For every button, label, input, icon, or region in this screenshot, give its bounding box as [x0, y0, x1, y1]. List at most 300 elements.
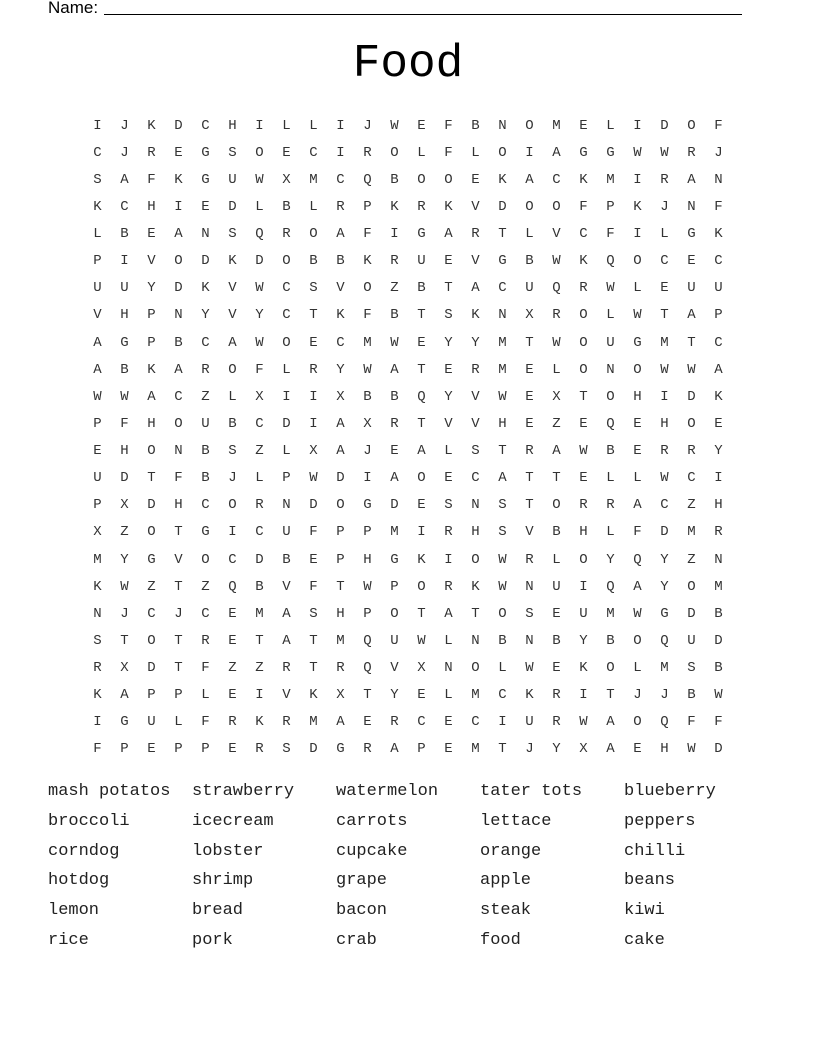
grid-letter[interactable]: R	[363, 144, 372, 161]
grid-letter[interactable]: D	[714, 632, 723, 649]
grid-letter[interactable]: X	[336, 687, 345, 704]
grid-letter[interactable]: L	[93, 226, 102, 243]
grid-letter[interactable]: W	[309, 470, 318, 487]
grid-letter[interactable]: E	[228, 741, 237, 758]
grid-letter[interactable]: T	[579, 388, 588, 405]
grid-letter[interactable]: R	[417, 198, 426, 215]
grid-letter[interactable]: F	[309, 524, 318, 541]
grid-letter[interactable]: A	[390, 470, 399, 487]
grid-letter[interactable]: H	[228, 117, 237, 134]
grid-letter[interactable]: W	[498, 578, 507, 595]
grid-letter[interactable]: A	[282, 632, 291, 649]
grid-letter[interactable]: R	[255, 497, 264, 514]
grid-letter[interactable]: O	[282, 253, 291, 270]
grid-letter[interactable]: E	[552, 660, 561, 677]
grid-letter[interactable]: J	[525, 741, 534, 758]
grid-letter[interactable]: N	[687, 198, 696, 215]
grid-letter[interactable]: O	[201, 551, 210, 568]
grid-letter[interactable]: R	[93, 660, 102, 677]
grid-letter[interactable]: V	[471, 198, 480, 215]
grid-letter[interactable]: O	[579, 361, 588, 378]
grid-letter[interactable]: B	[714, 660, 723, 677]
grid-letter[interactable]: R	[363, 741, 372, 758]
grid-letter[interactable]: W	[687, 361, 696, 378]
grid-letter[interactable]: K	[174, 171, 183, 188]
grid-letter[interactable]: S	[228, 144, 237, 161]
grid-letter[interactable]: T	[417, 307, 426, 324]
grid-letter[interactable]: K	[93, 198, 102, 215]
grid-letter[interactable]: Z	[201, 388, 210, 405]
grid-letter[interactable]: Z	[687, 551, 696, 568]
grid-letter[interactable]: R	[687, 443, 696, 460]
grid-letter[interactable]: Q	[606, 253, 615, 270]
grid-letter[interactable]: S	[93, 632, 102, 649]
grid-letter[interactable]: B	[390, 307, 399, 324]
grid-letter[interactable]: L	[606, 524, 615, 541]
grid-letter[interactable]: O	[498, 605, 507, 622]
grid-letter[interactable]: P	[363, 198, 372, 215]
grid-letter[interactable]: J	[714, 144, 723, 161]
grid-letter[interactable]: T	[687, 334, 696, 351]
grid-letter[interactable]: W	[633, 144, 642, 161]
grid-letter[interactable]: N	[93, 605, 102, 622]
grid-letter[interactable]: C	[228, 551, 237, 568]
grid-letter[interactable]: D	[255, 253, 264, 270]
grid-letter[interactable]: O	[606, 388, 615, 405]
grid-letter[interactable]: E	[579, 470, 588, 487]
grid-letter[interactable]: E	[363, 714, 372, 731]
grid-letter[interactable]: J	[660, 687, 669, 704]
grid-letter[interactable]: E	[417, 117, 426, 134]
grid-letter[interactable]: E	[147, 226, 156, 243]
grid-letter[interactable]: L	[606, 307, 615, 324]
grid-letter[interactable]: B	[309, 253, 318, 270]
grid-letter[interactable]: A	[390, 361, 399, 378]
grid-letter[interactable]: I	[714, 470, 723, 487]
grid-letter[interactable]: H	[147, 198, 156, 215]
grid-letter[interactable]: Q	[633, 551, 642, 568]
grid-letter[interactable]: D	[660, 117, 669, 134]
grid-letter[interactable]: R	[714, 524, 723, 541]
grid-letter[interactable]: T	[471, 605, 480, 622]
grid-letter[interactable]: G	[201, 144, 210, 161]
grid-letter[interactable]: R	[660, 171, 669, 188]
grid-letter[interactable]: D	[498, 198, 507, 215]
grid-letter[interactable]: M	[687, 524, 696, 541]
grid-letter[interactable]: L	[282, 117, 291, 134]
grid-letter[interactable]: R	[228, 714, 237, 731]
grid-letter[interactable]: W	[714, 687, 723, 704]
grid-letter[interactable]: O	[579, 334, 588, 351]
grid-letter[interactable]: W	[660, 144, 669, 161]
grid-letter[interactable]: H	[120, 443, 129, 460]
grid-letter[interactable]: B	[174, 334, 183, 351]
grid-letter[interactable]: X	[93, 524, 102, 541]
grid-letter[interactable]: L	[417, 144, 426, 161]
grid-letter[interactable]: O	[579, 307, 588, 324]
grid-letter[interactable]: D	[201, 253, 210, 270]
grid-letter[interactable]: M	[714, 578, 723, 595]
grid-letter[interactable]: U	[579, 605, 588, 622]
grid-letter[interactable]: W	[120, 388, 129, 405]
grid-letter[interactable]: Y	[471, 334, 480, 351]
grid-letter[interactable]: O	[633, 361, 642, 378]
grid-letter[interactable]: W	[390, 334, 399, 351]
grid-letter[interactable]: L	[525, 226, 534, 243]
grid-letter[interactable]: O	[687, 415, 696, 432]
grid-letter[interactable]: O	[633, 253, 642, 270]
grid-letter[interactable]: I	[633, 171, 642, 188]
grid-letter[interactable]: K	[390, 198, 399, 215]
grid-letter[interactable]: H	[363, 551, 372, 568]
grid-letter[interactable]: O	[552, 497, 561, 514]
grid-letter[interactable]: M	[660, 334, 669, 351]
grid-letter[interactable]: A	[93, 334, 102, 351]
grid-letter[interactable]: K	[471, 578, 480, 595]
grid-letter[interactable]: K	[147, 361, 156, 378]
grid-letter[interactable]: T	[660, 307, 669, 324]
grid-letter[interactable]: A	[147, 388, 156, 405]
grid-letter[interactable]: V	[174, 551, 183, 568]
grid-letter[interactable]: T	[336, 578, 345, 595]
grid-letter[interactable]: V	[336, 280, 345, 297]
grid-letter[interactable]: D	[147, 497, 156, 514]
grid-letter[interactable]: P	[390, 578, 399, 595]
grid-letter[interactable]: S	[471, 443, 480, 460]
grid-letter[interactable]: Y	[579, 632, 588, 649]
grid-letter[interactable]: I	[633, 117, 642, 134]
grid-letter[interactable]: T	[363, 687, 372, 704]
grid-letter[interactable]: X	[255, 388, 264, 405]
grid-letter[interactable]: E	[228, 687, 237, 704]
grid-letter[interactable]: W	[660, 470, 669, 487]
grid-letter[interactable]: G	[201, 171, 210, 188]
grid-letter[interactable]: G	[336, 741, 345, 758]
grid-letter[interactable]: I	[336, 144, 345, 161]
grid-letter[interactable]: K	[471, 307, 480, 324]
grid-letter[interactable]: Q	[606, 415, 615, 432]
grid-letter[interactable]: H	[336, 605, 345, 622]
grid-letter[interactable]: I	[309, 415, 318, 432]
grid-letter[interactable]: Y	[120, 551, 129, 568]
grid-letter[interactable]: Q	[363, 632, 372, 649]
grid-letter[interactable]: U	[282, 524, 291, 541]
grid-letter[interactable]: T	[174, 660, 183, 677]
grid-letter[interactable]: T	[309, 660, 318, 677]
grid-letter[interactable]: A	[498, 470, 507, 487]
grid-letter[interactable]: E	[444, 714, 453, 731]
grid-letter[interactable]: A	[633, 497, 642, 514]
grid-letter[interactable]: M	[309, 714, 318, 731]
grid-letter[interactable]: T	[552, 470, 561, 487]
grid-letter[interactable]: K	[525, 687, 534, 704]
grid-letter[interactable]: R	[552, 307, 561, 324]
grid-letter[interactable]: F	[174, 470, 183, 487]
grid-letter[interactable]: W	[255, 280, 264, 297]
grid-letter[interactable]: O	[525, 117, 534, 134]
grid-letter[interactable]: K	[417, 551, 426, 568]
grid-letter[interactable]: G	[120, 334, 129, 351]
grid-letter[interactable]: O	[606, 660, 615, 677]
grid-letter[interactable]: P	[147, 307, 156, 324]
grid-letter[interactable]: M	[606, 605, 615, 622]
grid-letter[interactable]: A	[714, 361, 723, 378]
grid-letter[interactable]: S	[228, 443, 237, 460]
grid-letter[interactable]: I	[579, 578, 588, 595]
grid-letter[interactable]: A	[120, 171, 129, 188]
grid-letter[interactable]: F	[444, 144, 453, 161]
grid-letter[interactable]: D	[228, 198, 237, 215]
grid-letter[interactable]: C	[147, 605, 156, 622]
grid-letter[interactable]: X	[579, 741, 588, 758]
grid-letter[interactable]: K	[93, 687, 102, 704]
grid-letter[interactable]: O	[552, 198, 561, 215]
grid-letter[interactable]: N	[498, 307, 507, 324]
grid-letter[interactable]: D	[309, 741, 318, 758]
grid-letter[interactable]: B	[201, 470, 210, 487]
grid-letter[interactable]: S	[309, 605, 318, 622]
grid-letter[interactable]: T	[174, 578, 183, 595]
grid-letter[interactable]: Y	[552, 741, 561, 758]
grid-letter[interactable]: G	[363, 497, 372, 514]
grid-letter[interactable]: J	[633, 687, 642, 704]
grid-letter[interactable]: O	[633, 632, 642, 649]
grid-letter[interactable]: S	[498, 497, 507, 514]
grid-letter[interactable]: P	[93, 415, 102, 432]
grid-letter[interactable]: J	[120, 117, 129, 134]
grid-letter[interactable]: C	[471, 714, 480, 731]
grid-letter[interactable]: O	[633, 714, 642, 731]
grid-letter[interactable]: G	[147, 551, 156, 568]
grid-letter[interactable]: L	[606, 470, 615, 487]
grid-letter[interactable]: N	[606, 361, 615, 378]
grid-letter[interactable]: S	[687, 660, 696, 677]
grid-letter[interactable]: X	[309, 443, 318, 460]
grid-letter[interactable]: F	[444, 117, 453, 134]
grid-letter[interactable]: I	[93, 714, 102, 731]
grid-letter[interactable]: I	[255, 117, 264, 134]
grid-letter[interactable]: D	[336, 470, 345, 487]
grid-letter[interactable]: T	[120, 632, 129, 649]
grid-letter[interactable]: O	[417, 578, 426, 595]
grid-letter[interactable]: V	[228, 307, 237, 324]
grid-letter[interactable]: B	[282, 551, 291, 568]
grid-letter[interactable]: E	[201, 198, 210, 215]
grid-letter[interactable]: E	[309, 334, 318, 351]
grid-letter[interactable]: O	[147, 443, 156, 460]
grid-letter[interactable]: T	[174, 524, 183, 541]
grid-letter[interactable]: A	[444, 226, 453, 243]
grid-letter[interactable]: V	[390, 660, 399, 677]
grid-letter[interactable]: E	[633, 415, 642, 432]
grid-letter[interactable]: M	[309, 171, 318, 188]
grid-letter[interactable]: T	[417, 415, 426, 432]
grid-letter[interactable]: W	[363, 578, 372, 595]
grid-letter[interactable]: R	[579, 280, 588, 297]
grid-letter[interactable]: D	[255, 551, 264, 568]
grid-letter[interactable]: C	[255, 524, 264, 541]
grid-letter[interactable]: Y	[714, 443, 723, 460]
grid-letter[interactable]: L	[606, 117, 615, 134]
grid-letter[interactable]: N	[714, 551, 723, 568]
grid-letter[interactable]: O	[147, 524, 156, 541]
grid-letter[interactable]: R	[390, 714, 399, 731]
grid-letter[interactable]: H	[174, 497, 183, 514]
grid-letter[interactable]: E	[390, 443, 399, 460]
grid-letter[interactable]: W	[633, 307, 642, 324]
grid-letter[interactable]: S	[93, 171, 102, 188]
grid-letter[interactable]: M	[93, 551, 102, 568]
grid-letter[interactable]: C	[174, 388, 183, 405]
grid-letter[interactable]: T	[417, 361, 426, 378]
grid-letter[interactable]: R	[579, 497, 588, 514]
grid-letter[interactable]: X	[417, 660, 426, 677]
grid-letter[interactable]: L	[255, 470, 264, 487]
grid-letter[interactable]: C	[336, 334, 345, 351]
grid-letter[interactable]: E	[444, 361, 453, 378]
grid-letter[interactable]: K	[336, 307, 345, 324]
grid-letter[interactable]: E	[579, 415, 588, 432]
name-line[interactable]	[104, 14, 742, 15]
grid-letter[interactable]: K	[363, 253, 372, 270]
grid-letter[interactable]: H	[471, 524, 480, 541]
grid-letter[interactable]: E	[471, 171, 480, 188]
grid-letter[interactable]: W	[525, 660, 534, 677]
grid-letter[interactable]: N	[471, 632, 480, 649]
grid-letter[interactable]: K	[255, 714, 264, 731]
grid-letter[interactable]: H	[579, 524, 588, 541]
grid-letter[interactable]: D	[282, 415, 291, 432]
grid-letter[interactable]: Y	[444, 334, 453, 351]
grid-letter[interactable]: F	[579, 198, 588, 215]
grid-letter[interactable]: V	[444, 415, 453, 432]
grid-letter[interactable]: C	[93, 144, 102, 161]
grid-letter[interactable]: L	[633, 660, 642, 677]
grid-letter[interactable]: O	[228, 361, 237, 378]
grid-letter[interactable]: L	[552, 551, 561, 568]
grid-letter[interactable]: C	[714, 253, 723, 270]
grid-letter[interactable]: B	[390, 171, 399, 188]
grid-letter[interactable]: D	[120, 470, 129, 487]
grid-letter[interactable]: V	[228, 280, 237, 297]
grid-letter[interactable]: W	[687, 741, 696, 758]
grid-letter[interactable]: A	[444, 605, 453, 622]
grid-letter[interactable]: W	[552, 334, 561, 351]
grid-letter[interactable]: G	[390, 551, 399, 568]
grid-letter[interactable]: C	[498, 687, 507, 704]
grid-letter[interactable]: F	[714, 117, 723, 134]
grid-letter[interactable]: E	[174, 144, 183, 161]
grid-letter[interactable]: M	[255, 605, 264, 622]
grid-letter[interactable]: B	[714, 605, 723, 622]
grid-letter[interactable]: K	[579, 171, 588, 188]
grid-letter[interactable]: G	[606, 144, 615, 161]
grid-letter[interactable]: L	[174, 714, 183, 731]
grid-letter[interactable]: A	[471, 280, 480, 297]
grid-letter[interactable]: W	[498, 388, 507, 405]
grid-letter[interactable]: K	[498, 171, 507, 188]
grid-letter[interactable]: L	[201, 687, 210, 704]
grid-letter[interactable]: C	[255, 415, 264, 432]
grid-letter[interactable]: X	[336, 388, 345, 405]
grid-letter[interactable]: A	[606, 741, 615, 758]
grid-letter[interactable]: L	[444, 443, 453, 460]
grid-letter[interactable]: C	[417, 714, 426, 731]
grid-letter[interactable]: I	[336, 117, 345, 134]
grid-letter[interactable]: K	[579, 253, 588, 270]
grid-letter[interactable]: R	[552, 687, 561, 704]
grid-letter[interactable]: Q	[606, 578, 615, 595]
grid-letter[interactable]: S	[525, 605, 534, 622]
grid-letter[interactable]: R	[201, 361, 210, 378]
grid-letter[interactable]: F	[363, 226, 372, 243]
grid-letter[interactable]: Q	[660, 714, 669, 731]
grid-letter[interactable]: B	[417, 280, 426, 297]
grid-letter[interactable]: E	[444, 741, 453, 758]
grid-letter[interactable]: E	[687, 253, 696, 270]
grid-letter[interactable]: C	[282, 280, 291, 297]
grid-letter[interactable]: Y	[255, 307, 264, 324]
grid-letter[interactable]: H	[660, 415, 669, 432]
grid-letter[interactable]: N	[714, 171, 723, 188]
grid-letter[interactable]: D	[309, 497, 318, 514]
grid-letter[interactable]: A	[120, 687, 129, 704]
grid-letter[interactable]: U	[525, 714, 534, 731]
grid-letter[interactable]: N	[201, 226, 210, 243]
grid-letter[interactable]: U	[93, 280, 102, 297]
grid-letter[interactable]: K	[93, 578, 102, 595]
grid-letter[interactable]: J	[120, 144, 129, 161]
grid-letter[interactable]: Z	[687, 497, 696, 514]
grid-letter[interactable]: B	[552, 524, 561, 541]
grid-letter[interactable]: O	[417, 171, 426, 188]
grid-letter[interactable]: W	[120, 578, 129, 595]
grid-letter[interactable]: W	[552, 253, 561, 270]
grid-letter[interactable]: M	[552, 117, 561, 134]
grid-letter[interactable]: D	[174, 117, 183, 134]
grid-letter[interactable]: W	[255, 171, 264, 188]
grid-letter[interactable]: R	[282, 660, 291, 677]
grid-letter[interactable]: U	[606, 334, 615, 351]
grid-letter[interactable]: E	[228, 632, 237, 649]
grid-letter[interactable]: Z	[390, 280, 399, 297]
grid-letter[interactable]: Z	[147, 578, 156, 595]
grid-letter[interactable]: I	[363, 470, 372, 487]
grid-letter[interactable]: C	[309, 144, 318, 161]
grid-letter[interactable]: F	[201, 714, 210, 731]
grid-letter[interactable]: P	[147, 687, 156, 704]
grid-letter[interactable]: X	[120, 660, 129, 677]
grid-letter[interactable]: K	[633, 198, 642, 215]
grid-letter[interactable]: R	[201, 632, 210, 649]
grid-letter[interactable]: K	[201, 280, 210, 297]
grid-letter[interactable]: T	[147, 470, 156, 487]
grid-letter[interactable]: S	[444, 307, 453, 324]
grid-letter[interactable]: T	[498, 741, 507, 758]
grid-letter[interactable]: E	[633, 741, 642, 758]
grid-letter[interactable]: E	[417, 334, 426, 351]
grid-letter[interactable]: T	[174, 632, 183, 649]
grid-letter[interactable]: U	[390, 632, 399, 649]
grid-letter[interactable]: A	[633, 578, 642, 595]
grid-letter[interactable]: O	[471, 551, 480, 568]
grid-letter[interactable]: R	[471, 361, 480, 378]
grid-letter[interactable]: T	[525, 470, 534, 487]
grid-letter[interactable]: O	[687, 117, 696, 134]
grid-letter[interactable]: U	[93, 470, 102, 487]
grid-letter[interactable]: U	[228, 171, 237, 188]
grid-letter[interactable]: P	[714, 307, 723, 324]
